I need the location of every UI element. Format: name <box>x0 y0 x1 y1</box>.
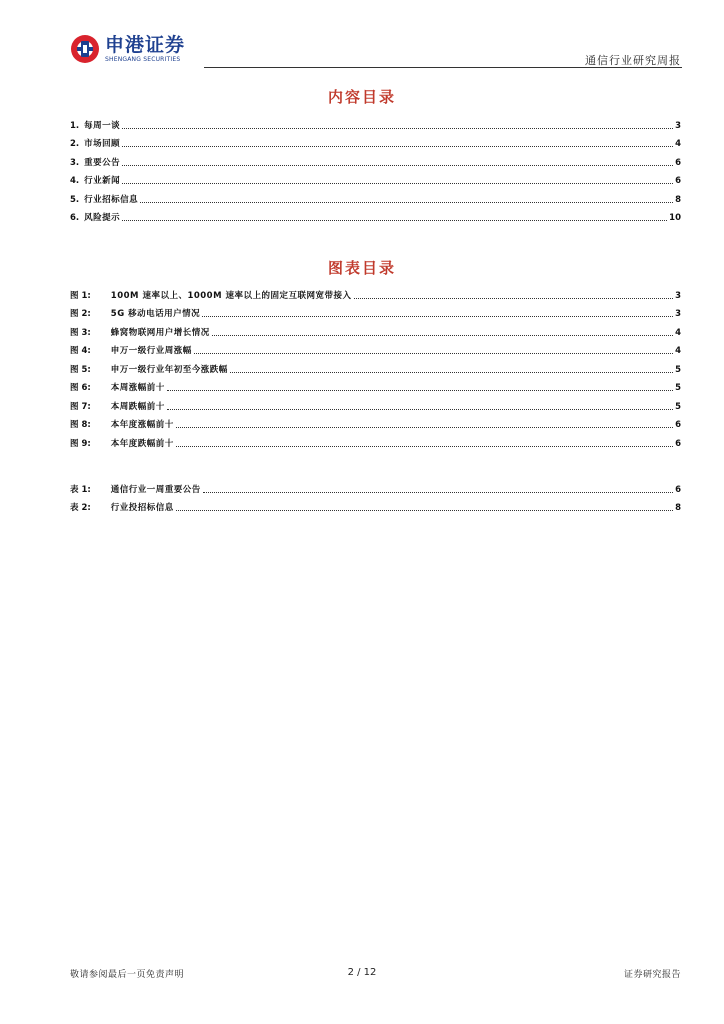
toc-title: 内容目录 <box>327 88 396 106</box>
toc-entry[interactable] <box>70 168 681 187</box>
dot-leader <box>122 128 673 129</box>
figure-entry-page: 4 <box>675 346 681 356</box>
figure-entry[interactable] <box>70 338 681 357</box>
brand-name-en: SHENGANG SECURITIES <box>105 55 181 63</box>
figure-entry-page: 6 <box>675 438 681 449</box>
figure-entry-title: 5G 移动电话用户情况 <box>110 309 201 319</box>
dot-leader <box>212 335 673 336</box>
table-entry[interactable] <box>70 495 681 514</box>
figure-entry-title: 申万一级行业年初至今涨跌幅 <box>110 364 228 375</box>
figure-entry-page: 4 <box>675 327 681 338</box>
figure-entry-title: 本年度跌幅前十 <box>110 438 174 449</box>
toc-entry-page: 4 <box>675 139 681 149</box>
table-entry-page: 8 <box>675 503 681 513</box>
dot-leader <box>122 146 673 147</box>
toc-entry[interactable] <box>70 112 681 131</box>
figure-entry[interactable] <box>70 301 681 320</box>
dot-leader <box>122 220 667 221</box>
toc-entry-page: 8 <box>675 194 681 205</box>
figure-entry-number: 图 2: <box>70 309 91 319</box>
figure-entry-page: 6 <box>675 420 681 430</box>
toc-entry-title: 市场回顾 <box>84 139 121 149</box>
figure-entry[interactable] <box>70 282 681 301</box>
dot-leader <box>167 390 673 391</box>
figure-entry[interactable] <box>70 393 681 412</box>
table-entry[interactable] <box>70 476 681 495</box>
toc-entry-title: 行业新闻 <box>84 176 121 186</box>
toc-entry-number: 1. <box>70 120 80 131</box>
figure-entry-page: 5 <box>675 364 681 375</box>
toc-entry[interactable] <box>70 131 681 150</box>
figure-entry-number: 图 9: <box>70 438 91 449</box>
dot-leader <box>354 298 674 299</box>
figure-entry-title: 本周跌幅前十 <box>110 401 165 412</box>
toc-list <box>70 112 681 223</box>
dot-leader <box>122 165 673 166</box>
figures-title: 图表目录 <box>327 259 396 277</box>
dot-leader <box>202 316 673 317</box>
toc-entry-page: 3 <box>675 120 681 131</box>
table-entry-title: 行业投招标信息 <box>110 503 174 513</box>
toc-entry-title: 每周一谈 <box>84 120 121 131</box>
figure-entry-page: 3 <box>675 290 681 301</box>
figure-entry-title: 申万一级行业周涨幅 <box>110 346 192 356</box>
toc-entry[interactable] <box>70 186 681 205</box>
figure-entry-number: 图 8: <box>70 420 91 430</box>
toc-entry-number: 4. <box>70 176 80 186</box>
figure-entry-number: 图 5: <box>70 364 91 375</box>
tables-list <box>70 476 681 513</box>
toc-entry-number: 5. <box>70 194 80 205</box>
table-entry-page: 6 <box>675 484 681 495</box>
toc-entry-title: 风险提示 <box>84 213 121 223</box>
figure-entry-page: 5 <box>675 383 681 393</box>
footer-disclaimer: 敬请参阅最后一页免责声明 <box>70 970 185 980</box>
dot-leader <box>194 353 673 354</box>
company-logo-icon <box>70 34 100 64</box>
dot-leader <box>176 427 673 428</box>
toc-entry-page: 6 <box>675 176 681 186</box>
dot-leader <box>140 202 673 203</box>
toc-entry-title: 行业招标信息 <box>84 194 139 205</box>
toc-entry-number: 6. <box>70 213 80 223</box>
toc-entry[interactable] <box>70 205 681 224</box>
toc-entry-page: 6 <box>675 157 681 168</box>
figure-entry-page: 5 <box>675 401 681 412</box>
footer-doc-type: 证券研究报告 <box>623 970 681 980</box>
figure-entry-title: 本周涨幅前十 <box>110 383 165 393</box>
report-type: 通信行业研究周报 <box>585 54 681 67</box>
dot-leader <box>176 446 673 447</box>
figure-entry-number: 图 1: <box>70 290 91 301</box>
figure-entry-number: 图 6: <box>70 383 91 393</box>
figure-entry-number: 图 7: <box>70 401 91 412</box>
table-entry-title: 通信行业一周重要公告 <box>110 484 201 495</box>
figure-entry[interactable] <box>70 356 681 375</box>
figure-entry-number: 图 3: <box>70 327 91 338</box>
dot-leader <box>203 492 673 493</box>
toc-entry-number: 3. <box>70 157 80 168</box>
figure-entry[interactable] <box>70 375 681 394</box>
figures-list <box>70 282 681 449</box>
toc-entry-title: 重要公告 <box>84 157 121 168</box>
figure-entry-page: 3 <box>675 309 681 319</box>
figure-entry-title: 本年度涨幅前十 <box>110 420 174 430</box>
figure-entry[interactable] <box>70 319 681 338</box>
toc-entry-page: 10 <box>669 213 681 223</box>
page-indicator: 2 / 12 <box>347 967 377 978</box>
dot-leader <box>167 409 673 410</box>
brand-name-cn: 申港证券 <box>105 33 186 56</box>
table-entry-number: 表 2: <box>70 503 91 513</box>
dot-leader <box>122 183 673 184</box>
dot-leader <box>230 372 673 373</box>
toc-entry-number: 2. <box>70 139 80 149</box>
company-logo <box>70 34 185 64</box>
figure-entry-title: 100M 速率以上、1000M 速率以上的固定互联网宽带接入 <box>110 290 352 301</box>
table-entry-number: 表 1: <box>70 484 91 495</box>
dot-leader <box>176 510 673 511</box>
figure-entry-number: 图 4: <box>70 346 91 356</box>
figure-entry[interactable] <box>70 430 681 449</box>
figure-entry[interactable] <box>70 412 681 431</box>
figure-entry-title: 蜂窝物联网用户增长情况 <box>110 327 210 338</box>
toc-entry[interactable] <box>70 149 681 168</box>
